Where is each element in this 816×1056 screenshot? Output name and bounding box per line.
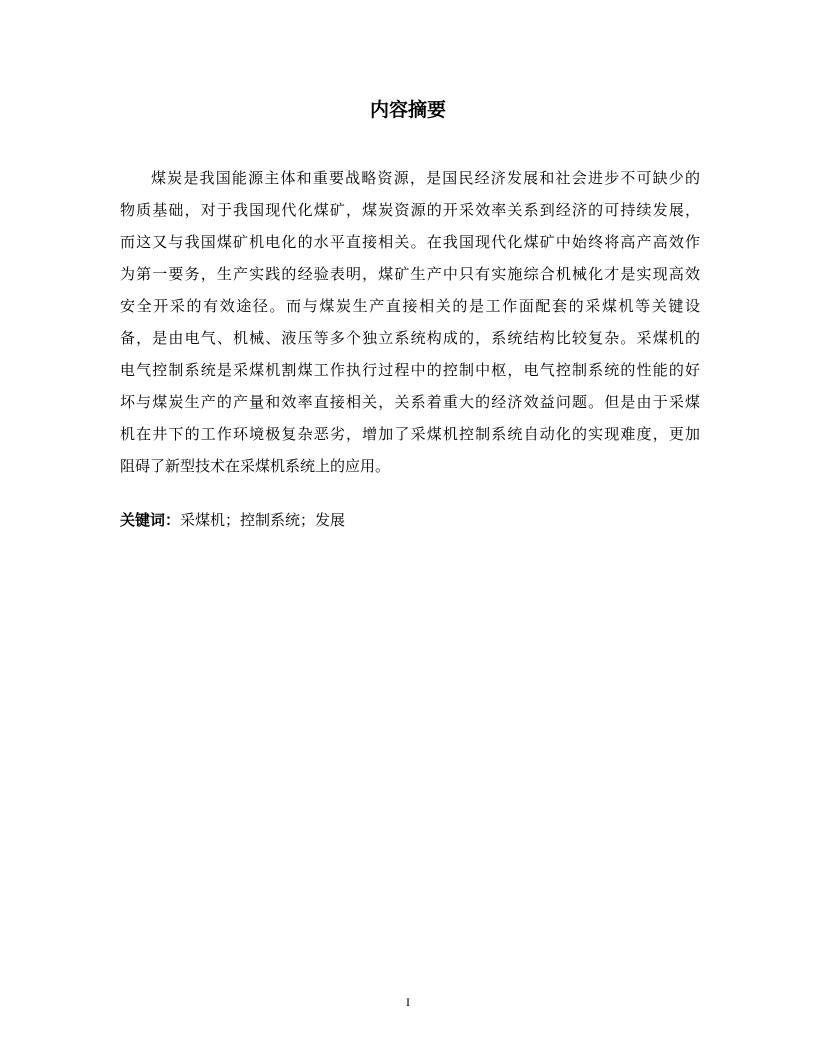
abstract-line: 煤炭是我国能源主体和重要战略资源，是国民经济发展和社会进步不可缺少的 (151, 169, 700, 187)
keywords-line (120, 504, 345, 536)
abstract-line: 安全开采的有效途径。而与煤炭生产直接相关的是工作面配套的采煤机等关键设 (120, 297, 700, 315)
abstract-line: 坏与煤炭生产的产量和效率直接相关，关系着重大的经济效益问题。但是由于采煤 (120, 393, 700, 411)
abstract-body (120, 162, 700, 482)
abstract-line: 物质基础，对于我国现代化煤矿，煤炭资源的开采效率关系到经济的可持续发展， (120, 201, 700, 219)
abstract-line: 机在井下的工作环境极复杂恶劣，增加了采煤机控制系统自动化的实现难度，更加 (120, 425, 700, 443)
abstract-line: 备，是由电气、机械、液压等多个独立系统构成的，系统结构比较复杂。采煤机的 (120, 329, 700, 347)
abstract-line: 而这又与我国煤矿机电化的水平直接相关。在我国现代化煤矿中始终将高产高效作 (120, 233, 700, 251)
abstract-line: 电气控制系统是采煤机割煤工作执行过程中的控制中枢，电气控制系统的性能的好 (120, 361, 700, 379)
page-number: I (406, 995, 410, 1009)
abstract-line: 为第一要务，生产实践的经验表明，煤矿生产中只有实施综合机械化才是实现高效 (120, 265, 700, 283)
keywords-label: 关键词： (120, 511, 181, 529)
abstract-line: 阻碍了新型技术在采煤机系统上的应用。 (120, 457, 391, 475)
keywords-value: 采煤机；控制系统；发展 (180, 511, 346, 529)
abstract-title: 内容摘要 (369, 99, 446, 121)
